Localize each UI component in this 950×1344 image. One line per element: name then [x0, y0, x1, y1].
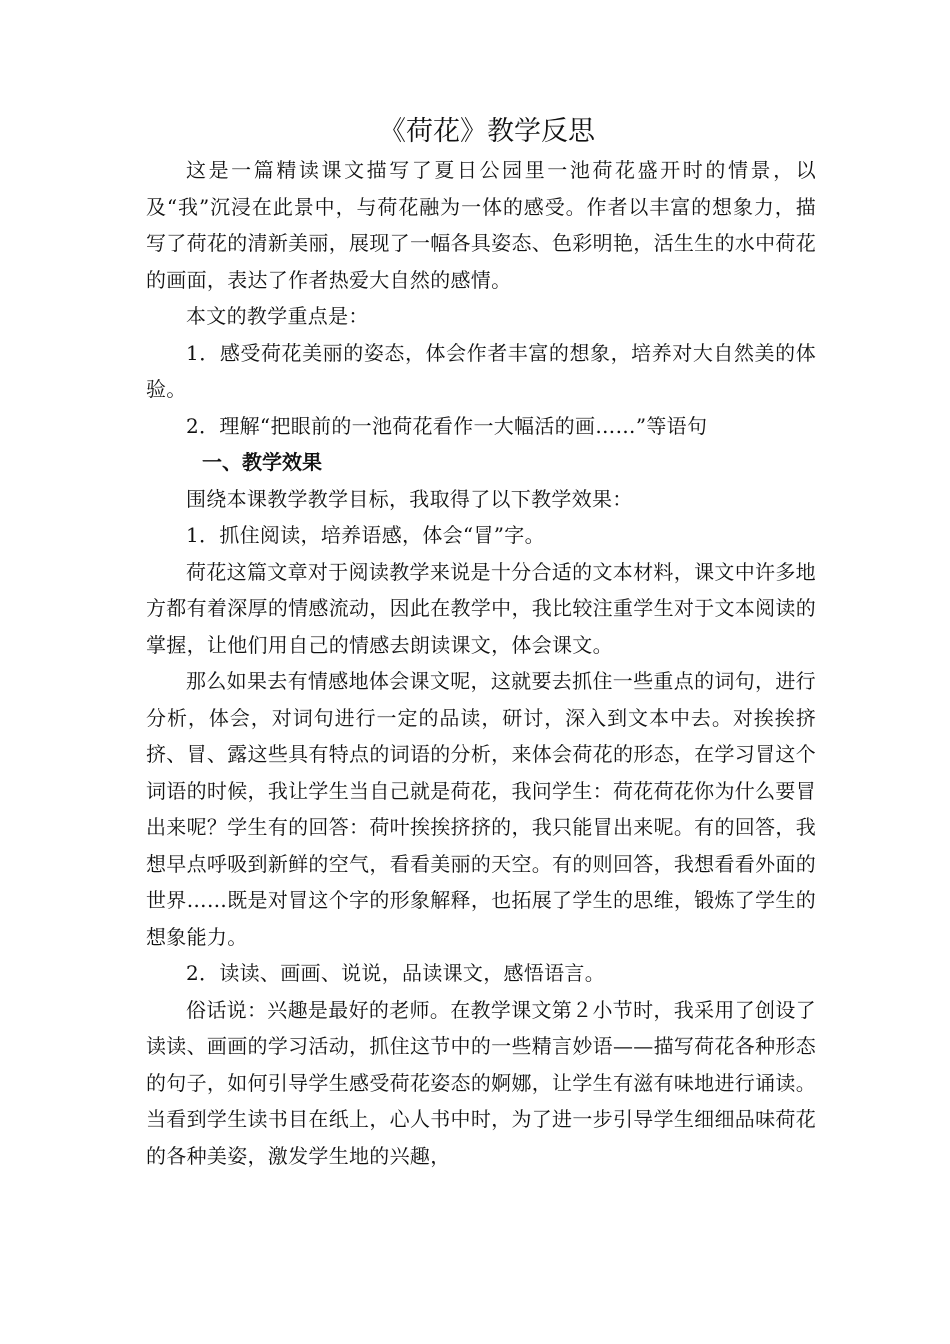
- effect-point-1: 1．抓住阅读，培养语感，体会“冒”字。: [186, 523, 545, 547]
- section-heading-teaching-effect: 一、教学效果: [202, 450, 322, 474]
- intro-paragraph: 这是一篇精读课文描写了夏日公园里一池荷花盛开时的情景，以及“我”沉浸在此景中，与荷花融为一体的感受。作者以丰富的想象力，描写了荷花的清新美丽，展现了一幅各具姿态、色彩明艳，活生生的水中荷花的画面，表达了作者热爱大自然的感情。: [146, 158, 816, 292]
- effect-intro: 围绕本课教学教学目标，我取得了以下教学效果：: [186, 486, 633, 511]
- focus-point-2: 2．理解“把眼前的一池荷花看作一大幅活的画……”等语句: [186, 413, 708, 438]
- effect-paragraph-interest: 俗话说：兴趣是最好的老师。在教学课文第２小节时，我采用了创设了读读、画画的学习活动，抓住这节中的一些精言妙语——描写荷花各种形态的句子，如何引导学生感受荷花姿态的婀娜，让学生有滋有味地进行诵读。当看到学生读书目在纸上，心人书中时，为了进一步引导学生细细品味荷花的各种美姿，激发学生地的兴趣，: [146, 997, 816, 1168]
- effect-paragraph-words: 那么如果去有情感地体会课文呢，这就要去抓住一些重点的词句，进行分析，体会，对词句进行一定的品读，研讨，深入到文本中去。对挨挨挤挤、冒、露这些具有特点的词语的分析，来体会荷花的形态，在学习冒这个词语的时候，我让学生当自己就是荷花，我问学生：荷花荷花你为什么要冒出来呢？学生有的回答：荷叶挨挨挤挤的，我只能冒出来呢。有的回答，我想早点呼吸到新鲜的空气，看看美丽的天空。有的则回答，我想看看外面的世界……既是对冒这个字的形象解释，也拓展了学生的思维，锻炼了学生的想象能力。: [146, 669, 816, 949]
- effect-paragraph-reading: 荷花这篇文章对于阅读教学来说是十分合适的文本材料，课文中许多地方都有着深厚的情感流动，因此在教学中，我比较注重学生对于文本阅读的掌握，让他们用自己的情感去朗读课文，体会课文。: [146, 559, 816, 657]
- document-title: 《荷花》教学反思: [379, 116, 595, 147]
- document-page: [146, 112, 816, 1174]
- focus-point-1: 1．感受荷花美丽的姿态，体会作者丰富的想象，培养对大自然美的体验。: [146, 340, 816, 401]
- focus-intro: 本文的教学重点是：: [186, 304, 369, 328]
- effect-point-2: 2．读读、画画、说说，品读课文，感悟语言。: [186, 961, 606, 985]
